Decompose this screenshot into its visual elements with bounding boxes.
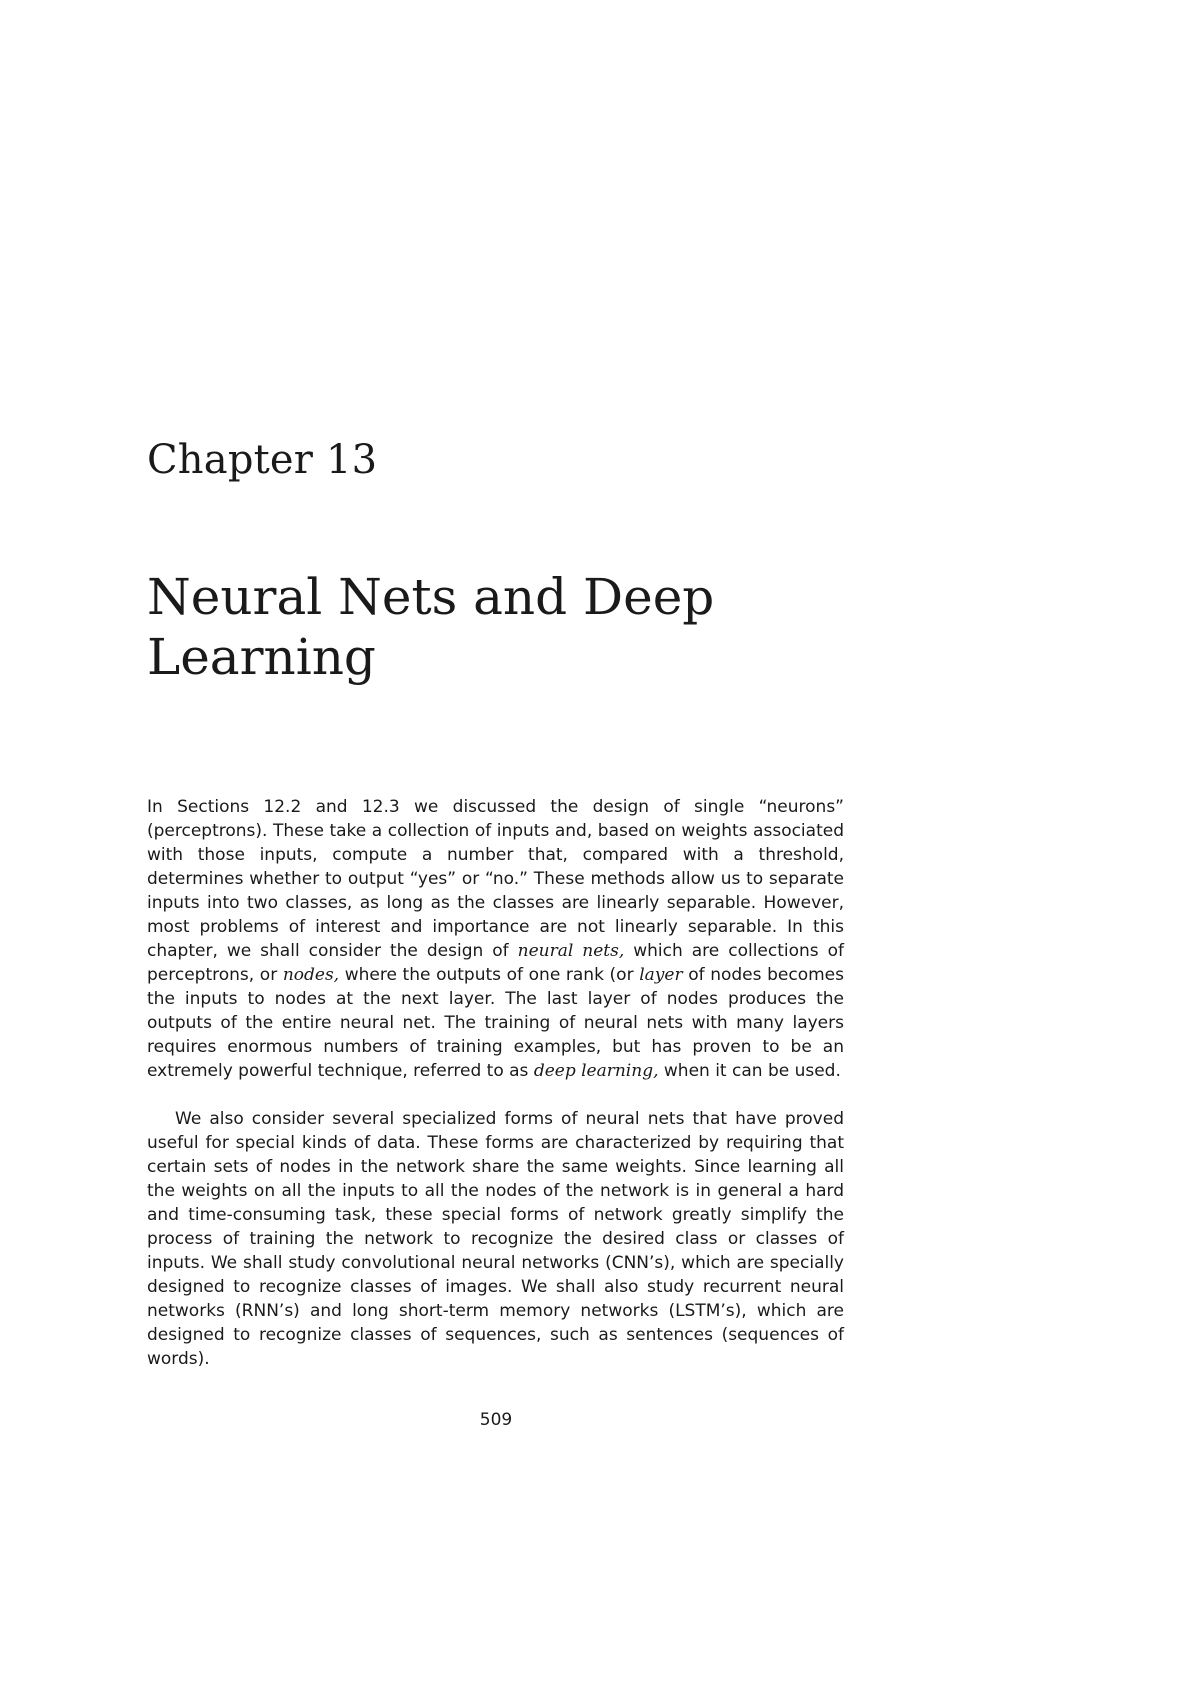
chapter-title: Neural Nets and Deep Learning: [147, 568, 715, 686]
paragraph-1-text-3: where the outputs of one rank (or: [339, 965, 640, 985]
paragraph-1-text-2: which are collections of perceptrons, or: [147, 941, 845, 985]
paragraph-1-text-5: when it can be used.: [658, 1061, 841, 1081]
term-deep-learning: deep learning,: [533, 1061, 659, 1081]
paragraph-1-text-4: of nodes becomes the inputs to nodes at the next layer. The last layer of nodes produces the outputs of the entire neural net. The training of neural nets with many layers requires enormous numbers of training examples, but has proven to be an extremely powerful technique, referred to as: [147, 965, 844, 1081]
paragraph-1-text-1: In Sections 12.2 and 12.3 we discussed the design of single “neurons” (perceptrons). These take a collection of inputs and, based on weights associated with those inputs, compute a number that, compared with a threshold, determines whether to output “yes” or “no.” These methods allow us to separate inputs into two classes, as long as the classes are linearly separable. However, most problems of interest and importance are not linearly separable. In this chapter, we shall consider the design of: [147, 797, 844, 961]
term-layer: layer: [639, 965, 683, 985]
term-nodes: nodes,: [282, 965, 340, 985]
page-number: 509: [479, 1410, 513, 1430]
paragraph-1: [147, 795, 844, 1083]
chapter-intro: [147, 795, 844, 1371]
chapter-label: Chapter 13: [147, 437, 378, 483]
term-neural-nets: neural nets,: [517, 941, 625, 961]
paragraph-2: We also consider several specialized forms of neural nets that have proved useful for special kinds of data. These forms are characterized by requiring that certain sets of nodes in the network share the same weights. Since learning all the weights on all the inputs to all the nodes of the network is in general a hard and time-consuming task, these special forms of network greatly simplify the process of training the network to recognize the desired class or classes of inputs. We shall study convolutional neural networks (CNN’s), which are specially designed to recognize classes of images. We shall also study recurrent neural networks (RNN’s) and long short-term memory networks (LSTM’s), which are designed to recognize classes of sequences, such as sentences (sequences of words).: [147, 1109, 844, 1369]
